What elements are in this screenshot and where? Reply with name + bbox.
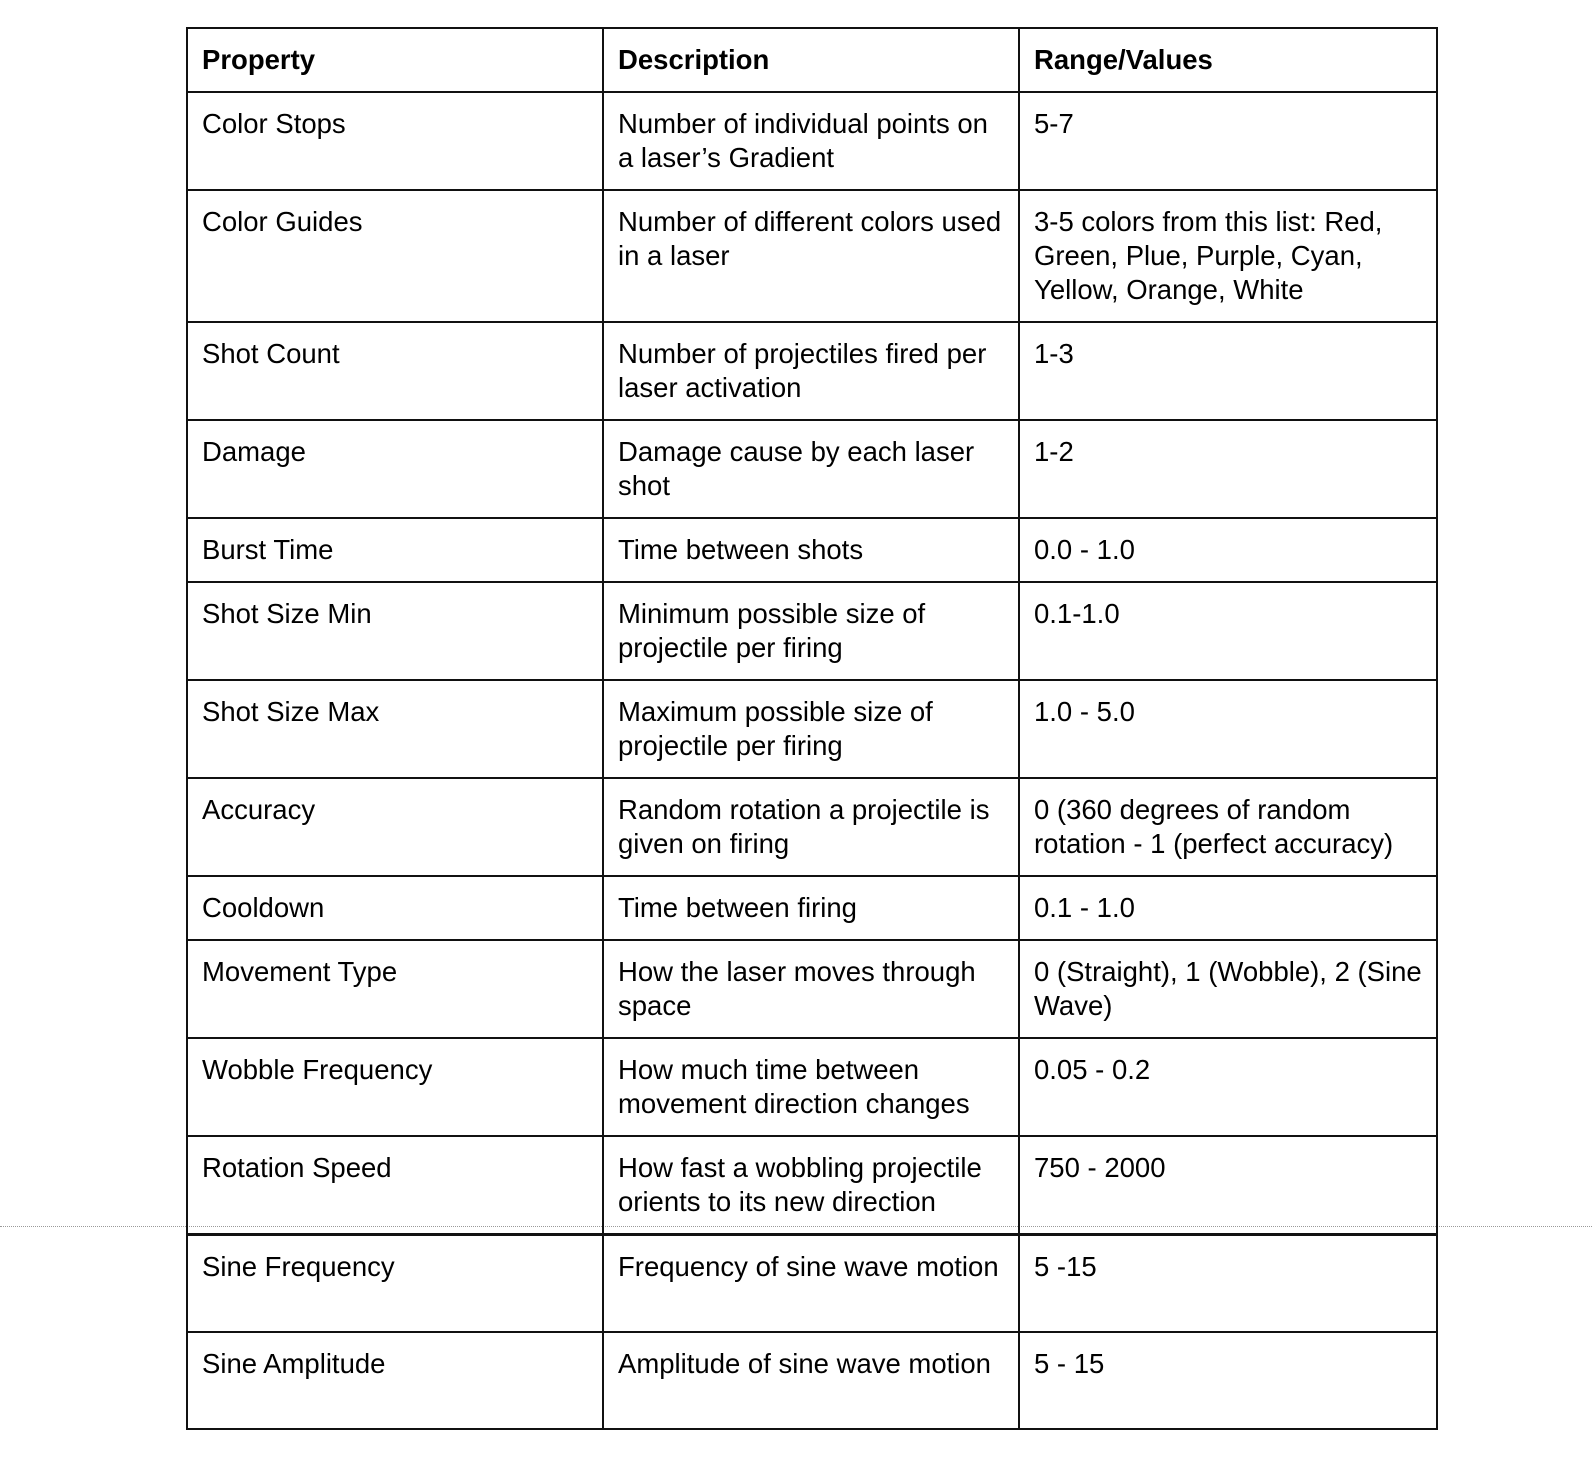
description-cell: Number of projectiles fired per laser activation bbox=[603, 322, 1019, 420]
property-cell: Rotation Speed bbox=[187, 1136, 603, 1235]
property-cell: Wobble Frequency bbox=[187, 1038, 603, 1136]
description-cell: How fast a wobbling projectile orients to its new direction bbox=[603, 1136, 1019, 1235]
properties-table bbox=[186, 27, 1438, 1430]
table-row bbox=[187, 1038, 1437, 1136]
range-cell: 0.05 - 0.2 bbox=[1019, 1038, 1437, 1136]
range-cell: 750 - 2000 bbox=[1019, 1136, 1437, 1235]
property-cell: Accuracy bbox=[187, 778, 603, 876]
property-cell: Sine Frequency bbox=[187, 1235, 603, 1332]
property-cell: Sine Amplitude bbox=[187, 1332, 603, 1429]
table-row bbox=[187, 582, 1437, 680]
property-cell: Damage bbox=[187, 420, 603, 518]
description-cell: How much time between movement direction changes bbox=[603, 1038, 1019, 1136]
description-cell: Damage cause by each laser shot bbox=[603, 420, 1019, 518]
table-row bbox=[187, 420, 1437, 518]
description-cell: Maximum possible size of projectile per firing bbox=[603, 680, 1019, 778]
table-row bbox=[187, 876, 1437, 940]
description-cell: Frequency of sine wave motion bbox=[603, 1235, 1019, 1332]
table-row bbox=[187, 190, 1437, 322]
table-row bbox=[187, 1332, 1437, 1429]
property-cell: Burst Time bbox=[187, 518, 603, 582]
property-cell: Shot Size Max bbox=[187, 680, 603, 778]
header-description: Description bbox=[603, 28, 1019, 92]
table-header-row bbox=[187, 28, 1437, 92]
description-cell: Time between shots bbox=[603, 518, 1019, 582]
description-cell: Random rotation a projectile is given on firing bbox=[603, 778, 1019, 876]
table-row bbox=[187, 778, 1437, 876]
table-row bbox=[187, 518, 1437, 582]
property-cell: Color Guides bbox=[187, 190, 603, 322]
table-row bbox=[187, 92, 1437, 190]
table-row bbox=[187, 322, 1437, 420]
range-cell: 1.0 - 5.0 bbox=[1019, 680, 1437, 778]
range-cell: 0.1 - 1.0 bbox=[1019, 876, 1437, 940]
table-row bbox=[187, 1235, 1437, 1332]
property-cell: Shot Count bbox=[187, 322, 603, 420]
range-cell: 5 - 15 bbox=[1019, 1332, 1437, 1429]
range-cell: 3-5 colors from this list: Red, Green, Plue, Purple, Cyan, Yellow, Orange, White bbox=[1019, 190, 1437, 322]
property-cell: Movement Type bbox=[187, 940, 603, 1038]
property-cell: Color Stops bbox=[187, 92, 603, 190]
property-cell: Cooldown bbox=[187, 876, 603, 940]
range-cell: 0.1-1.0 bbox=[1019, 582, 1437, 680]
description-cell: Number of individual points on a laser’s Gradient bbox=[603, 92, 1019, 190]
table-row bbox=[187, 940, 1437, 1038]
header-property: Property bbox=[187, 28, 603, 92]
range-cell: 1-3 bbox=[1019, 322, 1437, 420]
description-cell: Time between firing bbox=[603, 876, 1019, 940]
table-row bbox=[187, 680, 1437, 778]
description-cell: How the laser moves through space bbox=[603, 940, 1019, 1038]
range-cell: 0 (Straight), 1 (Wobble), 2 (Sine Wave) bbox=[1019, 940, 1437, 1038]
property-cell: Shot Size Min bbox=[187, 582, 603, 680]
range-cell: 5 -15 bbox=[1019, 1235, 1437, 1332]
table-row bbox=[187, 1136, 1437, 1235]
description-cell: Minimum possible size of projectile per firing bbox=[603, 582, 1019, 680]
range-cell: 5-7 bbox=[1019, 92, 1437, 190]
range-cell: 0.0 - 1.0 bbox=[1019, 518, 1437, 582]
range-cell: 1-2 bbox=[1019, 420, 1437, 518]
range-cell: 0 (360 degrees of random rotation - 1 (perfect accuracy) bbox=[1019, 778, 1437, 876]
header-range-values: Range/Values bbox=[1019, 28, 1437, 92]
description-cell: Number of different colors used in a laser bbox=[603, 190, 1019, 322]
description-cell: Amplitude of sine wave motion bbox=[603, 1332, 1019, 1429]
